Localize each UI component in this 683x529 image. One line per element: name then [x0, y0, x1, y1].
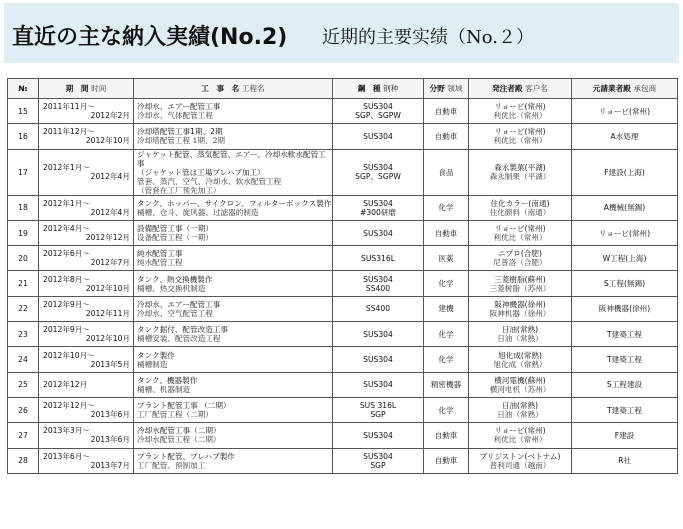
work-name-zh: 工厂配管、预制加工: [137, 460, 206, 470]
period-end: 2012年2月: [90, 111, 130, 121]
period-end: 2012年10月: [85, 334, 130, 344]
work-name-cell: [134, 322, 333, 347]
work-name-cell: [134, 124, 333, 149]
client-name-zh: 普利司通（越南）: [489, 460, 551, 470]
period-start: 2012年9月～: [43, 299, 90, 309]
client-cell: [469, 296, 572, 321]
period-end: 2012年12月: [85, 233, 130, 243]
client-cell: [469, 448, 572, 473]
contractor-cell: S工程建設: [572, 372, 678, 397]
work-name-cell: [134, 296, 333, 321]
client-name-jp: ニプロ(合肥): [498, 249, 542, 259]
period-end: 2012年4月: [90, 172, 130, 182]
period-cell: [39, 149, 134, 195]
header-field: 分野 领域: [424, 79, 469, 99]
period-start: 2012年8月～: [43, 274, 90, 284]
period-cell: [39, 372, 134, 397]
field-cell: 自動車: [424, 423, 469, 448]
contractor-cell: リョービ(常州): [572, 99, 678, 124]
work-name-cell: [134, 423, 333, 448]
period-cell: [39, 246, 134, 271]
client-name-zh: 日油（常熟）: [497, 410, 543, 420]
field-cell: 化学: [424, 271, 469, 296]
client-name-jp: 旭化成(常熟): [498, 350, 542, 360]
row-number: 19: [8, 220, 39, 245]
work-name-zh: 冷却水、气体配管工程: [137, 111, 213, 121]
steel-type-cell: [333, 271, 424, 296]
steel-type-cell: [333, 124, 424, 149]
client-cell: [469, 195, 572, 220]
client-name-jp: 三菱樹脂(蘇州): [494, 274, 546, 284]
table-row: [8, 99, 678, 124]
work-name-jp: ジャケット配管、蒸気配管、エアー、冷却水軟水配管工事: [137, 149, 326, 168]
client-cell: [469, 220, 572, 245]
client-cell: [469, 124, 572, 149]
period-start: 2012年1月～: [43, 198, 90, 208]
client-name-zh: 住化颜料（南通）: [489, 207, 551, 217]
steel-type: SS400: [365, 283, 391, 293]
period-cell: [39, 397, 134, 422]
client-name-zh: 横河电机（苏州）: [489, 384, 551, 394]
client-name-jp: ブリジストン(ベトナム): [479, 451, 561, 461]
field-cell: 建機: [424, 296, 469, 321]
work-name-zh: 设备配管工程（一期）: [137, 233, 213, 243]
steel-type: SUS316L: [361, 253, 395, 263]
work-name-cell: [134, 372, 333, 397]
row-number: 25: [8, 372, 39, 397]
contractor-cell: R社: [572, 448, 678, 473]
field-cell: 化学: [424, 347, 469, 372]
client-name-zh: 尼普洛（合肥）: [493, 258, 547, 268]
period-start: 2011年12月～: [43, 127, 95, 137]
client-cell: [469, 271, 572, 296]
steel-type: #300研磨: [359, 207, 397, 217]
steel-type-cell: [333, 195, 424, 220]
contractor-cell: リョービ(常州): [572, 220, 678, 245]
work-name-cell: [134, 220, 333, 245]
client-name-jp: 日油(常熟): [501, 401, 539, 411]
table-row: [8, 220, 678, 245]
client-name-jp: 住化カラー(南通): [490, 198, 550, 208]
period-start: 2013年3月～: [43, 426, 90, 436]
contractor-cell: F建設(上海): [572, 149, 678, 195]
header-no: №: [8, 79, 39, 99]
row-number: 24: [8, 347, 39, 372]
header-steel-type: 鋼 種 钢种: [333, 79, 424, 99]
work-name-zh: 桶槽、仓斗、旋风器、过滤器的制造: [137, 207, 259, 217]
client-name-jp: リョービ(常州): [494, 426, 546, 436]
field-cell: 化学: [424, 195, 469, 220]
client-cell: [469, 246, 572, 271]
steel-type: SUS304: [363, 380, 393, 390]
client-name-jp: リョービ(常州): [494, 102, 546, 112]
table-row: [8, 124, 678, 149]
steel-type: SUS304: [363, 451, 393, 461]
contractor-cell: A水処理: [572, 124, 678, 149]
table-row: [8, 246, 678, 271]
steel-type: SUS 316L: [359, 401, 397, 411]
period-end: 2013年5月: [90, 359, 130, 369]
client-cell: [469, 347, 572, 372]
header-work-name: 工 事 名 工程名: [134, 79, 333, 99]
contractor-cell: W工程(上海): [572, 246, 678, 271]
client-cell: [469, 322, 572, 347]
period-start: 2011年11月～: [43, 102, 95, 112]
period-cell: [39, 195, 134, 220]
table-header-row: [8, 79, 678, 99]
title-banner: [4, 3, 679, 63]
client-name-zh: 阪神机器（徐州）: [489, 308, 551, 318]
contractor-cell: 阪神機器(徐州): [572, 296, 678, 321]
client-name-zh: 森永制果（平湖）: [489, 172, 551, 182]
contractor-cell: S工程(無錫): [572, 271, 678, 296]
client-name-zh: 利优比（常州）: [493, 136, 547, 146]
steel-type-cell: [333, 246, 424, 271]
steel-type-cell: [333, 296, 424, 321]
page-title: 直近の主な納入実績(No.2): [12, 25, 288, 50]
period-start: 2012年4月～: [43, 224, 90, 234]
client-name-zh: 利优比（常州）: [493, 233, 547, 243]
work-name-jp: プラント配管、プレハブ製作: [137, 451, 235, 461]
client-name-jp: リョービ(常州): [494, 127, 546, 137]
contractor-cell: T建築工程: [572, 347, 678, 372]
client-cell: [469, 397, 572, 422]
field-cell: 精密機器: [424, 372, 469, 397]
work-name-jp: 冷却水、エアー配管工事: [137, 299, 221, 309]
steel-type: SUS304: [363, 163, 393, 173]
steel-type-cell: [333, 322, 424, 347]
client-name-jp: 阪神機器(徐州): [494, 299, 546, 309]
period-cell: [39, 99, 134, 124]
header-client: 発注者殿 客户名: [469, 79, 572, 99]
steel-type: SGP: [370, 410, 386, 420]
steel-type: SUS304: [363, 228, 393, 238]
table-row: [8, 271, 678, 296]
period-end: 2012年4月: [90, 207, 130, 217]
work-name-jp: 冷却水、エアー配管工事: [137, 102, 221, 112]
work-name-jp: 設備配管工事（一期）: [137, 224, 213, 234]
client-cell: [469, 149, 572, 195]
period-cell: [39, 322, 134, 347]
row-number: 23: [8, 322, 39, 347]
row-number: 27: [8, 423, 39, 448]
steel-type-cell: [333, 397, 424, 422]
field-cell: 自動車: [424, 448, 469, 473]
client-name-zh: 利优比（常州）: [493, 111, 547, 121]
row-number: 16: [8, 124, 39, 149]
delivery-record-table: [7, 78, 678, 474]
steel-type: SUS304: [363, 430, 393, 440]
steel-type-cell: [333, 423, 424, 448]
work-name-jp: タンク、機器製作: [137, 375, 198, 385]
row-number: 21: [8, 271, 39, 296]
field-cell: 自動車: [424, 220, 469, 245]
work-name-cell: [134, 246, 333, 271]
row-number: 28: [8, 448, 39, 473]
steel-type: SS400: [365, 304, 391, 314]
period-start: 2012年6月～: [43, 249, 90, 259]
work-name-jp: （ジャケット管は工場プレハブ加工）: [137, 167, 265, 177]
contractor-cell: A機械(無錫): [572, 195, 678, 220]
table-row: [8, 195, 678, 220]
period-cell: [39, 271, 134, 296]
header-contractor: 元請業者殿 承包商: [572, 79, 678, 99]
client-cell: [469, 372, 572, 397]
period-end: 2012年11月: [85, 308, 130, 318]
steel-type-cell: [333, 149, 424, 195]
work-name-jp: タンク、ホッパー、サイクロン、フィルターボックス製作: [137, 198, 332, 208]
field-cell: 自動車: [424, 99, 469, 124]
client-name-jp: リョービ(常州): [494, 224, 546, 234]
period-start: 2013年6月～: [43, 451, 90, 461]
period-cell: [39, 220, 134, 245]
header-period: 期 間 时间: [39, 79, 134, 99]
period-cell: [39, 296, 134, 321]
period-end: 2013年6月: [90, 435, 130, 445]
client-name-zh: 日油（常熟）: [497, 334, 543, 344]
table-row: [8, 397, 678, 422]
work-name-jp: タンク、熱交換機製作: [137, 274, 213, 284]
steel-type: SUS304: [363, 131, 393, 141]
work-name-zh: 桶槽、机器制造: [137, 384, 191, 394]
row-number: 22: [8, 296, 39, 321]
steel-type-cell: [333, 220, 424, 245]
work-name-cell: [134, 149, 333, 195]
table-row: [8, 347, 678, 372]
work-name-cell: [134, 271, 333, 296]
table-row: [8, 448, 678, 473]
work-name-cell: [134, 195, 333, 220]
work-name-zh: 冷却塔配管工程 1期、2期: [137, 136, 226, 146]
period-end: 2012年10月: [85, 136, 130, 146]
contractor-cell: T建築工程: [572, 322, 678, 347]
period-end: 2013年7月: [90, 460, 130, 470]
work-name-jp: タンク据付、配管改造工事: [137, 325, 228, 335]
client-name-zh: 旭化成（常熟）: [493, 359, 547, 369]
work-name-zh: （管套在工厂预先加工）: [137, 185, 221, 195]
work-name-zh: 管套、蒸汽、空气、冷却水、软水配管工程: [137, 176, 282, 186]
table-row: [8, 322, 678, 347]
row-number: 17: [8, 149, 39, 195]
period-cell: [39, 423, 134, 448]
contractor-cell: T建築工程: [572, 397, 678, 422]
work-name-zh: 桶槽制造: [137, 359, 168, 369]
period-end: 2012年7月: [90, 258, 130, 268]
work-name-jp: 冷却塔配管工事1期、2期: [137, 127, 223, 137]
work-name-zh: 纯水配管工程: [137, 258, 183, 268]
period-start: 2012年9月～: [43, 325, 90, 335]
row-number: 26: [8, 397, 39, 422]
table-row: [8, 423, 678, 448]
period-end: 2013年6月: [90, 410, 130, 420]
steel-type-cell: [333, 448, 424, 473]
work-name-zh: 冷却水、空气配管工程: [137, 308, 213, 318]
period-cell: [39, 347, 134, 372]
table-row: [8, 149, 678, 195]
work-name-zh: 桶槽、热交换机制造: [137, 283, 206, 293]
steel-type: SGP: [370, 460, 386, 470]
work-name-jp: タンク製作: [137, 350, 175, 360]
steel-type: SUS304: [363, 102, 393, 112]
row-number: 18: [8, 195, 39, 220]
contractor-cell: F建設: [572, 423, 678, 448]
client-cell: [469, 99, 572, 124]
work-name-cell: [134, 448, 333, 473]
work-name-cell: [134, 347, 333, 372]
period-start: 2012年12月～: [43, 401, 95, 411]
table-row: [8, 296, 678, 321]
steel-type: SUS304: [363, 274, 393, 284]
steel-type: SGP、SGPW: [355, 111, 401, 121]
work-name-jp: 純水配管工事: [137, 249, 183, 259]
row-number: 15: [8, 99, 39, 124]
client-name-jp: 森永製菓(平湖): [494, 163, 546, 173]
field-cell: 食品: [424, 149, 469, 195]
field-cell: 自動車: [424, 124, 469, 149]
period-start: 2012年1月～: [43, 163, 90, 173]
field-cell: 化学: [424, 322, 469, 347]
work-name-cell: [134, 397, 333, 422]
steel-type: SUS304: [363, 198, 393, 208]
client-name-zh: 三菱树脂（苏州）: [489, 283, 551, 293]
steel-type-cell: [333, 99, 424, 124]
field-cell: 医薬: [424, 246, 469, 271]
steel-type-cell: [333, 372, 424, 397]
steel-type-cell: [333, 347, 424, 372]
steel-type: SGP、SGPW: [355, 172, 401, 182]
row-number: 20: [8, 246, 39, 271]
field-cell: 化学: [424, 397, 469, 422]
work-name-jp: プラント配管工事 （二期）: [137, 401, 231, 411]
work-name-zh: 工厂配管工程（二期）: [137, 410, 213, 420]
period-cell: [39, 124, 134, 149]
steel-type: SUS304: [363, 355, 393, 365]
work-name-zh: 冷却水配管工程（二期）: [137, 435, 221, 445]
client-cell: [469, 423, 572, 448]
period-start: 2012年10月～: [43, 350, 95, 360]
period-end: 2012年10月: [85, 283, 130, 293]
work-name-zh: 桶槽安装、配管改造工程: [137, 334, 221, 344]
client-name-jp: 横河電機(蘇州): [494, 375, 546, 385]
work-name-jp: 冷却水配管工事（二期）: [137, 426, 221, 436]
period-cell: [39, 448, 134, 473]
client-name-zh: 利优比（常州）: [493, 435, 547, 445]
client-name-jp: 日油(常熟): [501, 325, 539, 335]
work-name-cell: [134, 99, 333, 124]
period-start: 2012年12月: [43, 380, 88, 390]
steel-type: SUS304: [363, 329, 393, 339]
table-row: [8, 372, 678, 397]
page-subtitle: 近期的主要实绩（No.２）: [322, 27, 534, 48]
